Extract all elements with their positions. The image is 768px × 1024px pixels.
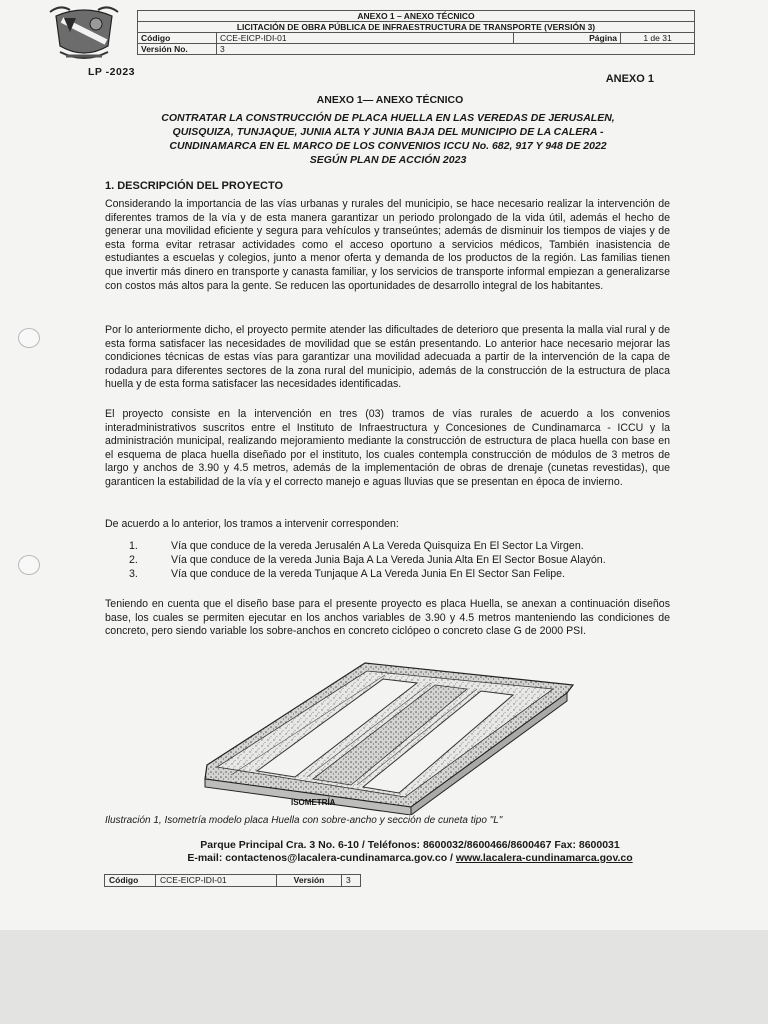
subtitle-line: SEGÚN PLAN DE ACCIÓN 2023 [309,154,467,166]
document-footer-table [104,874,361,887]
list-item-number: 1. [129,540,138,552]
footer-codigo-label: Código [105,875,156,887]
subtitle-line: CUNDINAMARCA EN EL MARCO DE LOS CONVENIOS ICCU No. 682, 917 Y 948 DE 2022 [169,140,607,152]
list-item-number: 3. [129,568,138,580]
document-header-table [137,10,695,55]
list-item-text: Vía que conduce de la vereda Tunjaque A La Vereda Junia En El Sector San Felipe. [171,568,566,580]
codigo-label: Código [138,33,217,44]
header-line-1: ANEXO 1 – ANEXO TÉCNICO [138,11,695,22]
email-line [100,852,720,865]
contact-footer [100,839,720,865]
scan-background [0,930,768,1024]
email-text: E-mail: contactenos@lacalera-cundinamarca.gov.co / [187,852,456,864]
figure-caption: Ilustración 1, Isometría modelo placa Huella con sobre-ancho y sección de cuneta tipo "L" [105,815,503,826]
codigo-value: CCE-EICP-IDI-01 [217,33,514,44]
isometric-placa-huella-figure [195,655,580,815]
version-label: Versión No. [138,44,217,55]
punch-hole [18,328,40,348]
tramos-list [105,540,670,582]
paragraph-4: De acuerdo a lo anterior, los tramos a intervenir corresponden: [105,518,399,530]
footer-codigo-value: CCE-EICP-IDI-01 [156,875,277,887]
pagina-value: 1 de 31 [621,33,695,44]
list-item [105,540,670,553]
paragraph-3: El proyecto consiste en la intervención en tres (03) tramos de vías rurales de acuerdo a los convenios interadministrativos suscritos entre el Instituto de Infraestructura y Concesiones de Cundinamarca - ICCU y la administración municipal, realizando mejoramiento mediante la construcción de estructura de placa huella con base en el esquema de placa huella diseñado por el instituto, los cuales contempla construcción de módulos de 3 metros de largo y anchos de 3.90 y 4.5 metros, además de la implementación de obras de drenaje (cunetas revestidas), que garanticen la estabilidad de la vía y el correcto manejo e aguas lluvias que se presentan en época de invierno. [105,408,670,488]
footer-version-label: Versión [277,875,342,887]
list-item [105,554,670,567]
footer-version-value: 3 [342,875,361,887]
list-item-text: Vía que conduce de la vereda Junia Baja A La Vereda Junia Alta En El Sector Bosue Alayón. [171,554,606,566]
paragraph-5: Teniendo en cuenta que el diseño base para el presente proyecto es placa Huella, se anexan a continuación diseños base, los cuales se permiten ejecutar en los anchos variables de 3.90 y 4.5 metros manteniendo las condiciones de concreto, pero siendo variable los sobre-anchos en concreto ciclópeo o concreto clase G de 2000 PSI. [105,598,670,638]
section-heading: 1. DESCRIPCIÓN DEL PROYECTO [105,180,284,192]
pagina-label: Página [514,33,621,44]
subtitle-line: CONTRATAR LA CONSTRUCCIÓN DE PLACA HUELLA EN LAS VEREDAS DE JERUSALEN, [161,112,615,124]
list-item [105,568,670,581]
address-line: Parque Principal Cra. 3 No. 6-10 / Teléfonos: 8600032/8600466/8600467 Fax: 8600031 [200,839,620,851]
subtitle-line: QUISQUIZA, TUNJAQUE, JUNIA ALTA Y JUNIA BAJA DEL MUNICIPIO DE LA CALERA - [172,126,604,138]
header-line-2: LICITACIÓN DE OBRA PÚBLICA DE INFRAESTRUCTURA DE TRANSPORTE (VERSIÓN 3) [138,22,695,33]
figure-label: ISOMETRÍA [291,798,336,807]
list-item-text: Vía que conduce de la vereda Jerusalén A La Vereda Quisquiza En El Sector La Virgen. [171,540,584,552]
version-value: 3 [217,44,695,55]
lp-number: LP -2023 [88,66,135,78]
website-link[interactable]: www.lacalera-cundinamarca.gov.co [455,852,633,864]
paragraph-2: Por lo anteriormente dicho, el proyecto permite atender las dificultades de deterioro que presenta la malla vial rural y de esta forma satisfacer las necesidades de movilidad que se están presentando. Lo anterior hace necesario mejorar las condiciones técnicas de estas vías para garantizar una movilidad adecuada a partir de la intervención de la capa de rodadura para diferentes sectores de la zona rural del municipio, además de la construcción de la estructura de placa huella y de esta forma satisfacer las necesidades identificadas. [105,324,670,391]
punch-hole [18,555,40,575]
list-item-number: 2. [129,554,138,566]
document-title: ANEXO 1— ANEXO TÉCNICO [316,94,464,106]
paragraph-1: Considerando la importancia de las vías urbanas y rurales del municipio, se hace necesario realizar la intervención de diferentes tramos de la vía y de esta manera garantizar un periodo prolongado de la vida útil, además el hecho de generar una movilidad eficiente y segura para vehículos y transeúntes; además de disminuir los tiempos de viajes y de esta forma evitar retrasar actividades como el acceso oportuno a servicios médicos, También inasistencia de estudiantes a escuelas y colegios, junto a menor oferta y demanda de los productos de la región. Las familias tienen que invertir más dinero en transporte y canasta familiar, y los servicios de transporte informal empiezan a generalizarse con costos más altos para la gente. Se reducen las oportunidades de desarrollo integral de los habitantes. [105,198,670,292]
project-subtitle [128,111,648,167]
municipal-coat-of-arms-icon [46,2,122,64]
anexo-label: ANEXO 1 [605,73,654,85]
